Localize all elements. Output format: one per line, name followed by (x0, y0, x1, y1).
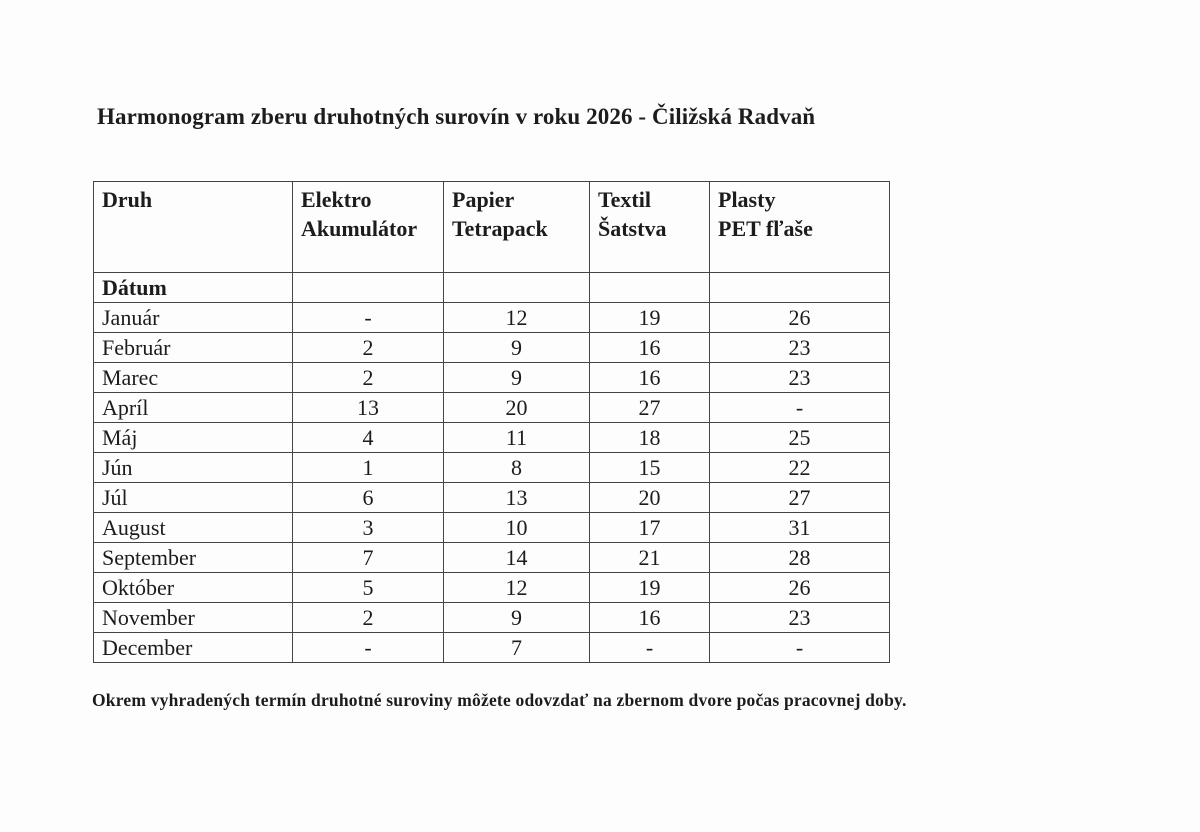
date-cell: 31 (710, 513, 890, 543)
month-cell: September (94, 543, 293, 573)
table-row (94, 573, 890, 603)
table-row (94, 453, 890, 483)
date-cell: 6 (293, 483, 444, 513)
month-cell: Apríl (94, 393, 293, 423)
date-cell: 27 (590, 393, 710, 423)
date-cell: 16 (590, 603, 710, 633)
table-row (94, 603, 890, 633)
date-cell: - (710, 393, 890, 423)
table-row (94, 543, 890, 573)
month-cell: Február (94, 333, 293, 363)
date-cell: 16 (590, 363, 710, 393)
header-papier: Papier Tetrapack (444, 182, 590, 273)
date-cell: - (710, 633, 890, 663)
footer-note: Okrem vyhradených termín druhotné suroviny môžete odovzdať na zbernom dvore počas pracovnej doby. (92, 690, 907, 710)
date-cell: 9 (444, 363, 590, 393)
date-cell: 28 (710, 543, 890, 573)
date-cell: 9 (444, 333, 590, 363)
date-cell: 2 (293, 333, 444, 363)
date-cell: 8 (444, 453, 590, 483)
datum-empty-cell (293, 273, 444, 303)
date-cell: 9 (444, 603, 590, 633)
date-cell: 14 (444, 543, 590, 573)
date-cell: 18 (590, 423, 710, 453)
table-row (94, 483, 890, 513)
date-cell: 21 (590, 543, 710, 573)
date-cell: 23 (710, 333, 890, 363)
date-cell: 10 (444, 513, 590, 543)
date-cell: 19 (590, 303, 710, 333)
date-cell: 16 (590, 333, 710, 363)
date-cell: 20 (590, 483, 710, 513)
date-cell: 2 (293, 363, 444, 393)
month-cell: August (94, 513, 293, 543)
date-cell: 12 (444, 303, 590, 333)
table-header-row (94, 182, 890, 273)
header-textil: Textil Šatstva (590, 182, 710, 273)
date-cell: 17 (590, 513, 710, 543)
table-row (94, 393, 890, 423)
date-cell: 15 (590, 453, 710, 483)
month-cell: December (94, 633, 293, 663)
date-cell: 20 (444, 393, 590, 423)
date-cell: 26 (710, 573, 890, 603)
date-cell: 22 (710, 453, 890, 483)
date-cell: 1 (293, 453, 444, 483)
date-cell: 5 (293, 573, 444, 603)
date-cell: 13 (293, 393, 444, 423)
month-cell: Január (94, 303, 293, 333)
month-cell: November (94, 603, 293, 633)
table-row (94, 303, 890, 333)
date-cell: 12 (444, 573, 590, 603)
table-row (94, 423, 890, 453)
date-cell: - (590, 633, 710, 663)
datum-row (94, 273, 890, 303)
date-cell: 7 (444, 633, 590, 663)
month-cell: Máj (94, 423, 293, 453)
date-cell: 25 (710, 423, 890, 453)
date-cell: 27 (710, 483, 890, 513)
month-cell: Október (94, 573, 293, 603)
month-cell: Jún (94, 453, 293, 483)
date-cell: 2 (293, 603, 444, 633)
month-cell: Marec (94, 363, 293, 393)
date-cell: 19 (590, 573, 710, 603)
header-druh: Druh (94, 182, 293, 273)
table-row (94, 513, 890, 543)
date-cell: 4 (293, 423, 444, 453)
header-plasty: Plasty PET fľaše (710, 182, 890, 273)
date-cell: - (293, 303, 444, 333)
document-title: Harmonogram zberu druhotných surovín v roku 2026 - Čiližská Radvaň (97, 104, 816, 129)
date-cell: 3 (293, 513, 444, 543)
header-elektro: Elektro Akumulátor (293, 182, 444, 273)
date-cell: - (293, 633, 444, 663)
month-cell: Júl (94, 483, 293, 513)
table-row (94, 333, 890, 363)
collection-schedule-table (93, 181, 890, 663)
datum-empty-cell (590, 273, 710, 303)
datum-empty-cell (710, 273, 890, 303)
date-cell: 26 (710, 303, 890, 333)
datum-empty-cell (444, 273, 590, 303)
table-row (94, 363, 890, 393)
date-cell: 11 (444, 423, 590, 453)
table-row (94, 633, 890, 663)
date-cell: 13 (444, 483, 590, 513)
datum-label: Dátum (94, 273, 293, 303)
date-cell: 23 (710, 363, 890, 393)
date-cell: 7 (293, 543, 444, 573)
date-cell: 23 (710, 603, 890, 633)
